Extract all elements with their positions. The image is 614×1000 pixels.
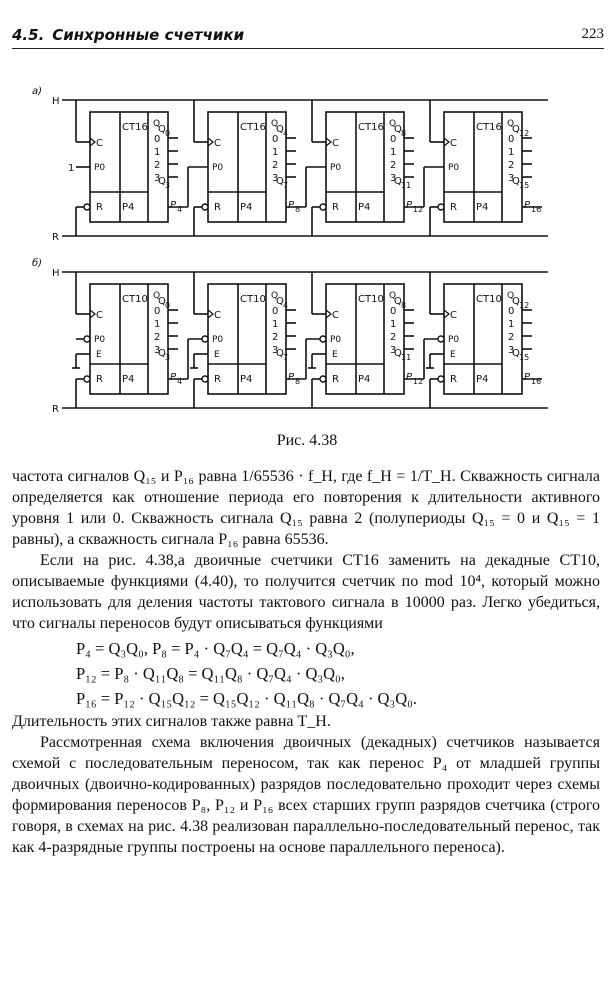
pin-c-label: C [332,310,339,321]
q-first-index: 8 [401,301,407,310]
q-first-index: 4 [283,129,289,138]
counter-type-label: CT10 [240,294,266,305]
inversion-bubble [438,336,444,342]
bit-label: 0 [390,306,397,317]
bit-label: 0 [508,134,515,145]
pin-e-label: E [450,350,456,360]
pin-r-label: R [214,202,221,213]
q-first-label: Q [276,124,284,135]
body-text [12,466,600,858]
q-last-label: Q [276,176,284,187]
bit-label: 3 [154,345,161,356]
paragraph-3: Длительность этих сигналов также равна T_H. [12,713,331,730]
pin-p4-label: P4 [358,374,371,385]
bit-label: 2 [272,160,279,171]
q-last-index: 3 [165,353,171,362]
q-last-label: Q [276,348,284,359]
pin-r-label: R [96,374,103,385]
clock-h-label: H [52,268,60,279]
bit-label: 3 [154,173,161,184]
q-first-label: Q [158,296,166,307]
pin-p4-label: P4 [240,374,253,385]
pin-p0-label: P0 [448,163,460,173]
panel-b-label: б) [32,258,43,269]
bit-label: 1 [508,319,515,330]
bit-label: 1 [508,147,515,158]
pin-e-label: E [332,350,338,360]
bit-label: 2 [390,160,397,171]
bit-label: 1 [390,319,397,330]
carry-label: P [406,372,413,383]
clock-h-label: H [52,96,60,107]
pin-p0-label: P0 [212,335,224,345]
paragraph-1: частота сигналов Q₁₅ и P₁₆ равна 1/65536 · f_H, где f_H = 1/T_H. Скважность сигнала определяется как отношение периода его повторения к длительности активного уровня 1 или 0. Скважность сигнала Q₁₅ равна 2 (полупериоды Q₁₅ = 0 и Q₁₅ = 1 равны), а скважность сигнала P₁₆ равна 65536. [12,468,600,548]
counter-type-label: CT16 [358,122,384,133]
pin-q-label: Q [389,119,397,129]
pin-p0-label: P0 [94,163,106,173]
bit-label: 1 [272,147,279,158]
bit-label: 3 [272,173,279,184]
reset-r-label: R [52,404,59,415]
bit-label: 1 [272,319,279,330]
bit-label: 0 [272,134,279,145]
pin-c-label: C [96,138,103,149]
carry-index: 8 [295,205,301,214]
pin-p4-label: P4 [122,374,135,385]
inversion-bubble [202,376,208,382]
q-last-index: 15 [519,181,530,190]
pin-r-label: R [214,374,221,385]
pin-p4-label: P4 [476,374,489,385]
bit-label: 0 [508,306,515,317]
paragraph-4: Рассмотренная схема включения двоичных (декадных) счетчиков называется схемой с последовательным переносом, так как перенос P₄ от младшей группы двоичных (двоично-кодированных) разрядов последовательно проходит через схемы формирования переносов P₈, P₁₂ и P₁₆ всех старших групп разрядов счетчика (строго говоря, в схемах на рис. 4.38 реализован параллельно-последовательный перенос, так как 4-разрядные группы построены на основе параллельного переноса). [12,734,600,856]
paragraph-2: Если на рис. 4.38,а двоичные счетчики CT16 заменить на декадные CT10, описываемые функциями (4.40), то получится счетчик по mod 10⁴, который можно использовать для деления частоты тактового сигнала в 10000 раз. Легко убедиться, что сигналы переносов будут описываться функциями [12,552,600,632]
bit-label: 0 [272,306,279,317]
pin-p0-label: P0 [448,335,460,345]
inversion-bubble [320,376,326,382]
carry-index: 8 [295,377,301,386]
pin-c-label: C [214,138,221,149]
pin-c-label: C [214,310,221,321]
bit-label: 0 [154,134,161,145]
carry-label: P [170,200,177,211]
q-first-index: 0 [165,129,171,138]
q-first-label: Q [512,296,520,307]
pin-r-label: R [96,202,103,213]
panel-a-label: а) [32,86,43,97]
bit-label: 2 [154,160,161,171]
carry-label: P [406,200,413,211]
pin-p0-label: P0 [212,163,224,173]
bit-label: 3 [390,173,397,184]
counter-type-label: CT16 [240,122,266,133]
q-last-label: Q [158,348,166,359]
bit-label: 3 [272,345,279,356]
pin-p4-label: P4 [122,202,135,213]
page-number: 223 [581,26,604,42]
q-last-label: Q [394,348,402,359]
bit-label: 0 [390,134,397,145]
constant-one-label: 1 [68,163,75,174]
inversion-bubble [202,204,208,210]
inversion-bubble [84,376,90,382]
inversion-bubble [202,336,208,342]
pin-p0-label: P0 [330,163,342,173]
bit-label: 0 [154,306,161,317]
figure-caption: Рис. 4.38 [276,432,338,449]
q-last-index: 11 [401,181,412,190]
counter-type-label: CT16 [122,122,148,133]
pin-e-label: E [214,350,220,360]
q-first-index: 8 [401,129,407,138]
section-number: 4.5. [12,26,45,44]
carry-index: 12 [413,205,424,214]
q-last-index: 15 [519,353,530,362]
counter-type-label: CT10 [358,294,384,305]
q-first-index: 12 [519,129,530,138]
pin-c-label: C [450,138,457,149]
q-last-index: 3 [165,181,171,190]
q-first-label: Q [276,296,284,307]
inversion-bubble [84,336,90,342]
q-last-label: Q [512,176,520,187]
formula-2: P₁₂ = P₈ · Q₁₁Q₈ = Q₁₁Q₈ · Q₇Q₄ · Q₃Q₀, [76,664,345,683]
q-first-index: 0 [165,301,171,310]
counter-type-label: CT10 [476,294,502,305]
pin-p4-label: P4 [358,202,371,213]
pin-c-label: C [450,310,457,321]
counter-type-label: CT16 [476,122,502,133]
carry-label: P [170,372,177,383]
carry-index: 16 [531,377,542,386]
q-last-label: Q [394,176,402,187]
bit-label: 1 [154,319,161,330]
bit-label: 3 [508,173,515,184]
bit-label: 3 [508,345,515,356]
pin-q-label: Q [271,119,279,129]
pin-p0-label: P0 [94,335,106,345]
page-header [12,24,604,49]
q-last-index: 11 [401,353,412,362]
q-last-index: 7 [283,353,289,362]
pin-r-label: R [450,374,457,385]
carry-label: P [524,372,531,383]
formula-1: P₄ = Q₃Q₀, P₈ = P₄ · Q₇Q₄ = Q₇Q₄ · Q₃Q₀, [76,639,355,658]
pin-q-label: Q [507,119,515,129]
q-last-label: Q [158,176,166,187]
inversion-bubble [320,204,326,210]
reset-r-label: R [52,232,59,243]
circuit-figure [0,78,614,428]
carry-index: 12 [413,377,424,386]
pin-r-label: R [332,374,339,385]
section-title: Синхронные счетчики [52,26,245,44]
q-last-index: 7 [283,181,289,190]
carry-index: 4 [177,377,183,386]
carry-index: 16 [531,205,542,214]
pin-p4-label: P4 [476,202,489,213]
q-first-label: Q [512,124,520,135]
carry-index: 4 [177,205,183,214]
q-first-label: Q [394,296,402,307]
inversion-bubble [438,204,444,210]
section-heading [12,26,244,44]
q-first-index: 4 [283,301,289,310]
inversion-bubble [438,376,444,382]
q-first-label: Q [158,124,166,135]
pin-p4-label: P4 [240,202,253,213]
pin-q-label: Q [153,119,161,129]
bit-label: 2 [508,332,515,343]
bit-label: 1 [154,147,161,158]
bit-label: 2 [508,160,515,171]
carry-label: P [524,200,531,211]
inversion-bubble [84,204,90,210]
bit-label: 2 [272,332,279,343]
bit-label: 1 [390,147,397,158]
pin-p0-label: P0 [330,335,342,345]
pin-q-label: Q [389,291,397,301]
pin-q-label: Q [153,291,161,301]
q-last-label: Q [512,348,520,359]
pin-e-label: E [96,350,102,360]
bit-label: 2 [154,332,161,343]
formula-block [76,636,600,711]
pin-q-label: Q [271,291,279,301]
q-first-index: 12 [519,301,530,310]
formula-3: P₁₆ = P₁₂ · Q₁₅Q₁₂ = Q₁₅Q₁₂ · Q₁₁Q₈ · Q₇Q₄ · Q₃Q₀. [76,689,418,708]
bit-label: 3 [390,345,397,356]
pin-c-label: C [96,310,103,321]
inversion-bubble [320,336,326,342]
pin-c-label: C [332,138,339,149]
pin-q-label: Q [507,291,515,301]
counter-type-label: CT10 [122,294,148,305]
bit-label: 2 [390,332,397,343]
q-first-label: Q [394,124,402,135]
pin-r-label: R [450,202,457,213]
carry-label: P [288,200,295,211]
carry-label: P [288,372,295,383]
pin-r-label: R [332,202,339,213]
